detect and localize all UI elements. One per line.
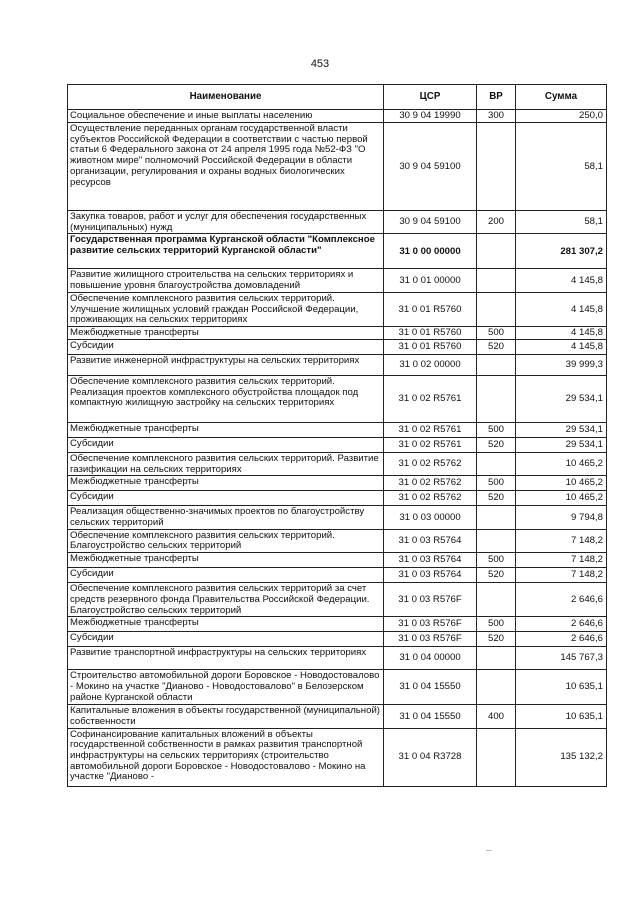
row-csr: 31 0 02 00000 <box>384 354 477 375</box>
row-sum: 250,0 <box>516 110 607 123</box>
row-sum: 29 534,1 <box>516 375 607 422</box>
row-sum: 4 145,8 <box>516 269 607 292</box>
row-csr: 31 0 01 R5760 <box>384 326 477 339</box>
row-vr: 400 <box>477 705 516 728</box>
row-vr <box>477 292 516 326</box>
row-vr: 300 <box>477 110 516 123</box>
table-row <box>68 211 607 234</box>
row-name: Субсидии <box>68 632 384 647</box>
row-sum: 29 534,1 <box>516 437 607 452</box>
row-sum: 135 132,2 <box>516 728 607 786</box>
row-sum: 39 999,3 <box>516 354 607 375</box>
row-csr: 31 0 04 15550 <box>384 670 477 705</box>
row-name: Обеспечение комплексного развития сельских территорий за счет средств резервного фонда Правительства Российской Федерации. Благоустройство сельских территорий <box>68 583 384 617</box>
row-csr: 30 9 04 59100 <box>384 211 477 234</box>
row-name: Осуществление переданных органам государственной власти субъектов Российской Федерации в соответствии с частью первой статьи 6 Федерального закона от 24 апреля 1995 года №52-ФЗ "О животном мире" полномочий Российской Федерации в области организации, регулирования и охраны водных биологических ресурсов <box>68 123 384 211</box>
row-sum: 145 767,3 <box>516 647 607 670</box>
row-csr: 31 0 03 R576F <box>384 617 477 632</box>
row-sum: 10 635,1 <box>516 705 607 728</box>
row-name: Капитальные вложения в объекты государственной (муниципальной) собственности <box>68 705 384 728</box>
row-vr <box>477 583 516 617</box>
table-row <box>68 234 607 269</box>
row-sum: 29 534,1 <box>516 422 607 437</box>
row-vr <box>477 506 516 529</box>
row-name: Межбюджетные трансферты <box>68 422 384 437</box>
row-name: Развитие транспортной инфраструктуры на сельских территориях <box>68 647 384 670</box>
table-row <box>68 354 607 375</box>
header-name: Наименование <box>68 85 384 110</box>
row-vr <box>477 375 516 422</box>
table-row <box>68 632 607 647</box>
table-row <box>68 529 607 552</box>
table-row <box>68 326 607 339</box>
table-row <box>68 491 607 506</box>
row-vr <box>477 452 516 475</box>
table-row <box>68 339 607 354</box>
header-sum: Сумма <box>516 85 607 110</box>
row-vr: 520 <box>477 437 516 452</box>
row-csr: 31 0 02 R5762 <box>384 452 477 475</box>
row-name: Межбюджетные трансферты <box>68 553 384 568</box>
row-sum: 7 148,2 <box>516 568 607 583</box>
scan-mark <box>486 848 492 851</box>
table-row <box>68 476 607 491</box>
row-csr: 31 0 01 R5760 <box>384 292 477 326</box>
table-row <box>68 705 607 728</box>
table-row <box>68 553 607 568</box>
row-sum: 2 646,6 <box>516 583 607 617</box>
row-vr: 500 <box>477 476 516 491</box>
row-name: Социальное обеспечение и иные выплаты населению <box>68 110 384 123</box>
row-csr: 31 0 03 R576F <box>384 583 477 617</box>
row-csr: 31 0 02 R5762 <box>384 491 477 506</box>
row-csr: 31 0 04 00000 <box>384 647 477 670</box>
row-csr: 31 0 00 00000 <box>384 234 477 269</box>
row-csr: 31 0 02 R5761 <box>384 437 477 452</box>
table-row <box>68 375 607 422</box>
row-vr <box>477 647 516 670</box>
row-name: Межбюджетные трансферты <box>68 476 384 491</box>
table-row <box>68 437 607 452</box>
table-row <box>68 617 607 632</box>
row-name: Софинансирование капитальных вложений в объекты государственной собственности в рамках развития транспортной инфраструктуры на сельских территориях (строительство автомобильной дороги Боровское - Новодостовалово - Мокино на участке "Дианово - <box>68 728 384 786</box>
row-sum: 9 794,8 <box>516 506 607 529</box>
row-vr <box>477 123 516 211</box>
table-row <box>68 506 607 529</box>
row-name: Развитие инженерной инфраструктуры на сельских территориях <box>68 354 384 375</box>
table-row <box>68 269 607 292</box>
row-csr: 30 9 04 19990 <box>384 110 477 123</box>
header-vr: ВР <box>477 85 516 110</box>
row-name: Обеспечение комплексного развития сельских территорий. Реализация проектов комплексного обустройства площадок под компактную жилищную застройку на сельских территориях <box>68 375 384 422</box>
row-csr: 31 0 02 R5762 <box>384 476 477 491</box>
row-name: Обеспечение комплексного развития сельских территорий. Благоустройство сельских территорий <box>68 529 384 552</box>
table-row <box>68 292 607 326</box>
row-vr: 520 <box>477 632 516 647</box>
table-header-row <box>68 85 607 110</box>
row-name: Субсидии <box>68 437 384 452</box>
row-sum: 7 148,2 <box>516 553 607 568</box>
row-name: Реализация общественно-значимых проектов по благоустройству сельских территорий <box>68 506 384 529</box>
table-row <box>68 452 607 475</box>
row-sum: 58,1 <box>516 211 607 234</box>
row-csr: 31 0 02 R5761 <box>384 422 477 437</box>
table-row <box>68 583 607 617</box>
row-csr: 30 9 04 59100 <box>384 123 477 211</box>
row-name: Государственная программа Курганской области "Комплексное развитие сельских территорий Курганской области" <box>68 234 384 269</box>
row-vr: 500 <box>477 553 516 568</box>
row-vr: 520 <box>477 568 516 583</box>
row-sum: 281 307,2 <box>516 234 607 269</box>
row-vr: 500 <box>477 422 516 437</box>
row-csr: 31 0 03 R5764 <box>384 553 477 568</box>
row-csr: 31 0 03 R5764 <box>384 529 477 552</box>
row-name: Обеспечение комплексного развития сельских территорий. Улучшение жилищных условий граждан Российской Федерации, проживающих на сельских территориях <box>68 292 384 326</box>
row-vr: 500 <box>477 617 516 632</box>
row-sum: 4 145,8 <box>516 292 607 326</box>
row-sum: 10 635,1 <box>516 670 607 705</box>
row-name: Обеспечение комплексного развития сельских территорий. Развитие газификации на сельских территориях <box>68 452 384 475</box>
row-name: Субсидии <box>68 339 384 354</box>
row-name: Межбюджетные трансферты <box>68 617 384 632</box>
row-name: Субсидии <box>68 568 384 583</box>
row-sum: 7 148,2 <box>516 529 607 552</box>
row-csr: 31 0 01 00000 <box>384 269 477 292</box>
table-row <box>68 647 607 670</box>
budget-table <box>67 84 607 787</box>
table-row <box>68 110 607 123</box>
row-vr <box>477 234 516 269</box>
row-vr <box>477 269 516 292</box>
row-name: Развитие жилищного строительства на сельских территориях и повышение уровня благоустройства домовладений <box>68 269 384 292</box>
row-vr: 200 <box>477 211 516 234</box>
row-csr: 31 0 03 00000 <box>384 506 477 529</box>
row-sum: 10 465,2 <box>516 452 607 475</box>
table-row <box>68 422 607 437</box>
row-csr: 31 0 03 R576F <box>384 632 477 647</box>
page-number: 453 <box>310 58 330 70</box>
row-vr <box>477 529 516 552</box>
row-name: Закупка товаров, работ и услуг для обеспечения государственных (муниципальных) нужд <box>68 211 384 234</box>
table-row <box>68 568 607 583</box>
row-sum: 4 145,8 <box>516 339 607 354</box>
row-name: Межбюджетные трансферты <box>68 326 384 339</box>
row-vr: 500 <box>477 326 516 339</box>
row-vr <box>477 354 516 375</box>
table-row <box>68 123 607 211</box>
row-csr: 31 0 02 R5761 <box>384 375 477 422</box>
table-row <box>68 670 607 705</box>
row-vr: 520 <box>477 339 516 354</box>
row-sum: 10 465,2 <box>516 476 607 491</box>
table-row <box>68 728 607 786</box>
row-csr: 31 0 01 R5760 <box>384 339 477 354</box>
row-sum: 58,1 <box>516 123 607 211</box>
row-csr: 31 0 04 15550 <box>384 705 477 728</box>
row-vr <box>477 670 516 705</box>
row-name: Субсидии <box>68 491 384 506</box>
row-name: Строительство автомобильной дороги Боровское - Новодостовалово - Мокино на участке "Дианово - Новодостовалово" в Белозерском районе Курганской области <box>68 670 384 705</box>
row-sum: 4 145,8 <box>516 326 607 339</box>
row-vr: 520 <box>477 491 516 506</box>
row-csr: 31 0 03 R5764 <box>384 568 477 583</box>
row-sum: 10 465,2 <box>516 491 607 506</box>
row-sum: 2 646,6 <box>516 632 607 647</box>
header-csr: ЦСР <box>384 85 477 110</box>
row-csr: 31 0 04 R3728 <box>384 728 477 786</box>
row-vr <box>477 728 516 786</box>
row-sum: 2 646,6 <box>516 617 607 632</box>
